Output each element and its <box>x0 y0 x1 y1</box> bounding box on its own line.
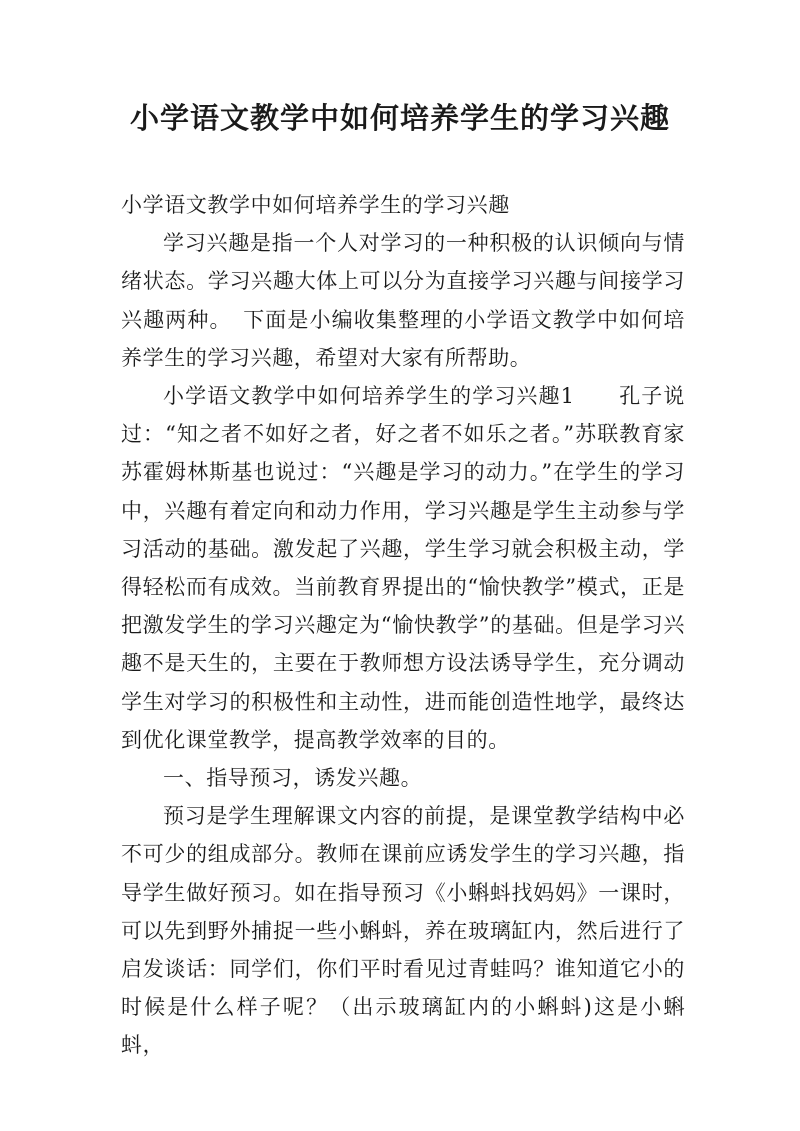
paragraph: 小学语文教学中如何培养学生的学习兴趣1 孔子说过：“知之者不如好之者，好之者不如乐之者。”苏联教育家苏霍姆林斯基也说过：“兴趣是学习的动力。”在学生的学习中，兴趣有着定向和动力作用，学习兴趣是学生主动参与学习活动的基础。激发起了兴趣，学生学习就会积极主动，学得轻松而有成效。当前教育界提出的“愉快教学”模式，正是把激发学生的学习兴趣定为“愉快教学”的基础。但是学习兴趣不是天生的，主要在于教师想方设法诱导学生，充分调动学生对学习的积极性和主动性，进而能创造性地学，最终达到优化课堂教学，提高教学效率的目的。 <box>121 384 685 752</box>
paragraph-heading: 小学语文教学中如何培养学生的学习兴趣 <box>121 193 510 217</box>
document-body <box>121 186 685 1065</box>
paragraph: 预习是学生理解课文内容的前提，是课堂教学结构中必不可少的组成部分。教师在课前应诱发学生的学习兴趣，指导学生做好预习。如在指导预习《小蝌蚪找妈妈》一课时，可以先到野外捕捉一些小蝌蚪，养在玻璃缸内，然后进行了启发谈话：同学们，你们平时看见过青蛙吗？谁知道它小的时候是什么样子呢？（出示玻璃缸内的小蝌蚪)这是小蝌蚪， <box>121 804 685 1058</box>
section-heading: 一、指导预习，诱发兴趣。 <box>163 766 423 791</box>
paragraph: 学习兴趣是指一个人对学习的一种积极的认识倾向与情绪状态。学习兴趣大体上可以分为直接学习兴趣与间接学习兴趣两种。 下面是小编收集整理的小学语文教学中如何培养学生的学习兴趣，希望对大家有所帮助。 <box>121 231 685 370</box>
document-title: 小学语文教学中如何培养学生的学习兴趣 <box>129 101 670 135</box>
